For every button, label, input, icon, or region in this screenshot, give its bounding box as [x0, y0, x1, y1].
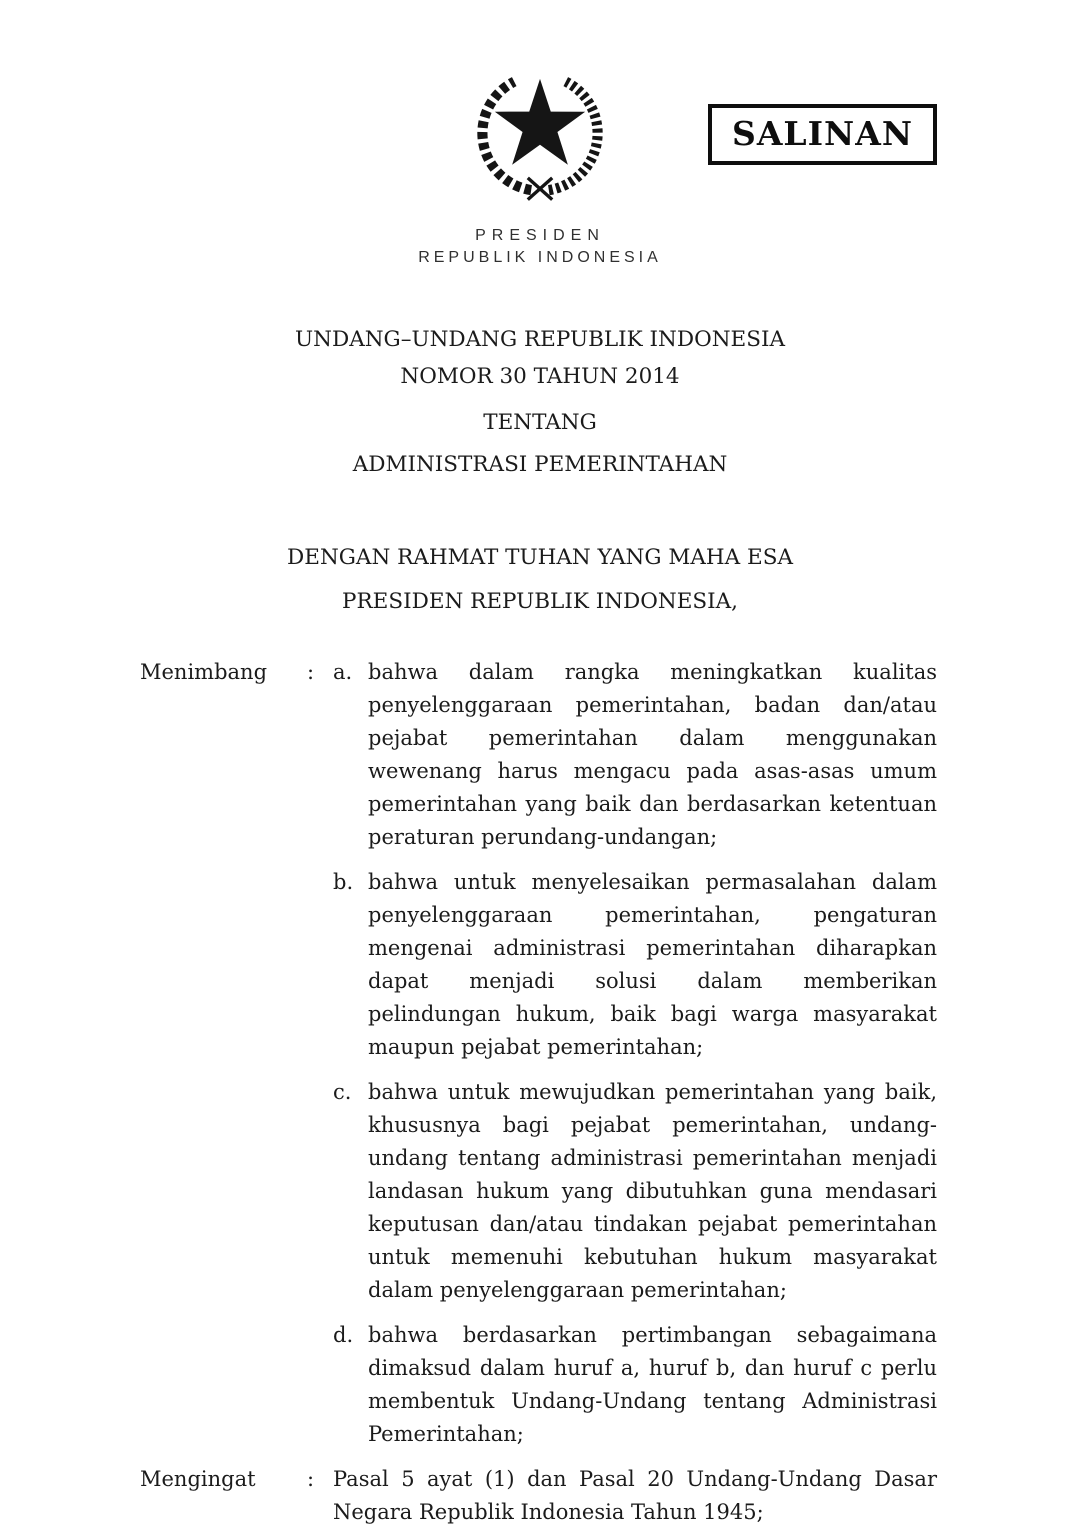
- recalling-section: [0, 1463, 1080, 1528]
- considering-item-d: [333, 1319, 937, 1451]
- letterhead-republik-indonesia: REPUBLIK INDONESIA: [418, 249, 662, 266]
- considering-item-c: [333, 1076, 937, 1307]
- law-title: UNDANG–UNDANG REPUBLIK INDONESIA: [295, 327, 785, 352]
- item-text: bahwa untuk mewujudkan pemerintahan yang baik, khususnya bagi pejabat pemerintahan, undang-undang tentang administrasi pemerintahan menjadi landasan hukum yang dibutuhkan guna mendasari keputusan dan/atau tindakan pejabat pemerintahan untuk memenuhi kebutuhan hukum masyarakat dalam penyelenggaraan pemerintahan;: [368, 1080, 937, 1302]
- law-subject: ADMINISTRASI PEMERINTAHAN: [352, 452, 728, 477]
- recalling-text: Pasal 5 ayat (1) dan Pasal 20 Undang-Undang Dasar Negara Republik Indonesia Tahun 1945;: [333, 1467, 937, 1524]
- considering-item-a: [333, 656, 937, 854]
- president-line: PRESIDEN REPUBLIK INDONESIA,: [342, 589, 738, 614]
- considering-item-b: [333, 866, 937, 1064]
- letterhead-presiden: PRESIDEN: [475, 227, 605, 244]
- item-marker: a.: [333, 660, 353, 684]
- grace-line: DENGAN RAHMAT TUHAN YANG MAHA ESA: [287, 545, 793, 570]
- presidential-seal-icon: [472, 64, 608, 203]
- item-text: bahwa untuk menyelesaikan permasalahan dalam penyelenggaraan pemerintahan, pengaturan mengenai administrasi pemerintahan diharapkan dapat menjadi solusi dalam memberikan pelindungan hukum, baik bagi warga masyarakat maupun pejabat pemerintahan;: [368, 870, 937, 1059]
- recalling-colon: :: [307, 1467, 315, 1491]
- item-marker: c.: [333, 1080, 352, 1104]
- item-marker: b.: [333, 870, 354, 894]
- considering-items: [333, 656, 937, 1451]
- law-number: NOMOR 30 TAHUN 2014: [400, 364, 680, 389]
- item-text: bahwa dalam rangka meningkatkan kualitas penyelenggaraan pemerintahan, badan dan/atau pejabat pemerintahan dalam menggunakan wewenang harus mengacu pada asas-asas umum pemerintahan yang baik dan berdasarkan ketentuan peraturan perundang-undangan;: [368, 660, 937, 849]
- recalling-label: Mengingat: [140, 1467, 256, 1491]
- preamble-block: [0, 545, 1080, 614]
- salinan-stamp: SALINAN: [708, 104, 937, 165]
- considering-section: [0, 656, 1080, 1451]
- item-marker: d.: [333, 1323, 354, 1347]
- item-text: bahwa berdasarkan pertimbangan sebagaimana dimaksud dalam huruf a, huruf b, dan huruf c perlu membentuk Undang-Undang tentang Administrasi Pemerintahan;: [368, 1323, 937, 1446]
- tentang-label: TENTANG: [483, 410, 597, 435]
- considering-colon: :: [307, 660, 315, 684]
- considering-label: Menimbang: [140, 660, 268, 684]
- title-block: [0, 327, 1080, 477]
